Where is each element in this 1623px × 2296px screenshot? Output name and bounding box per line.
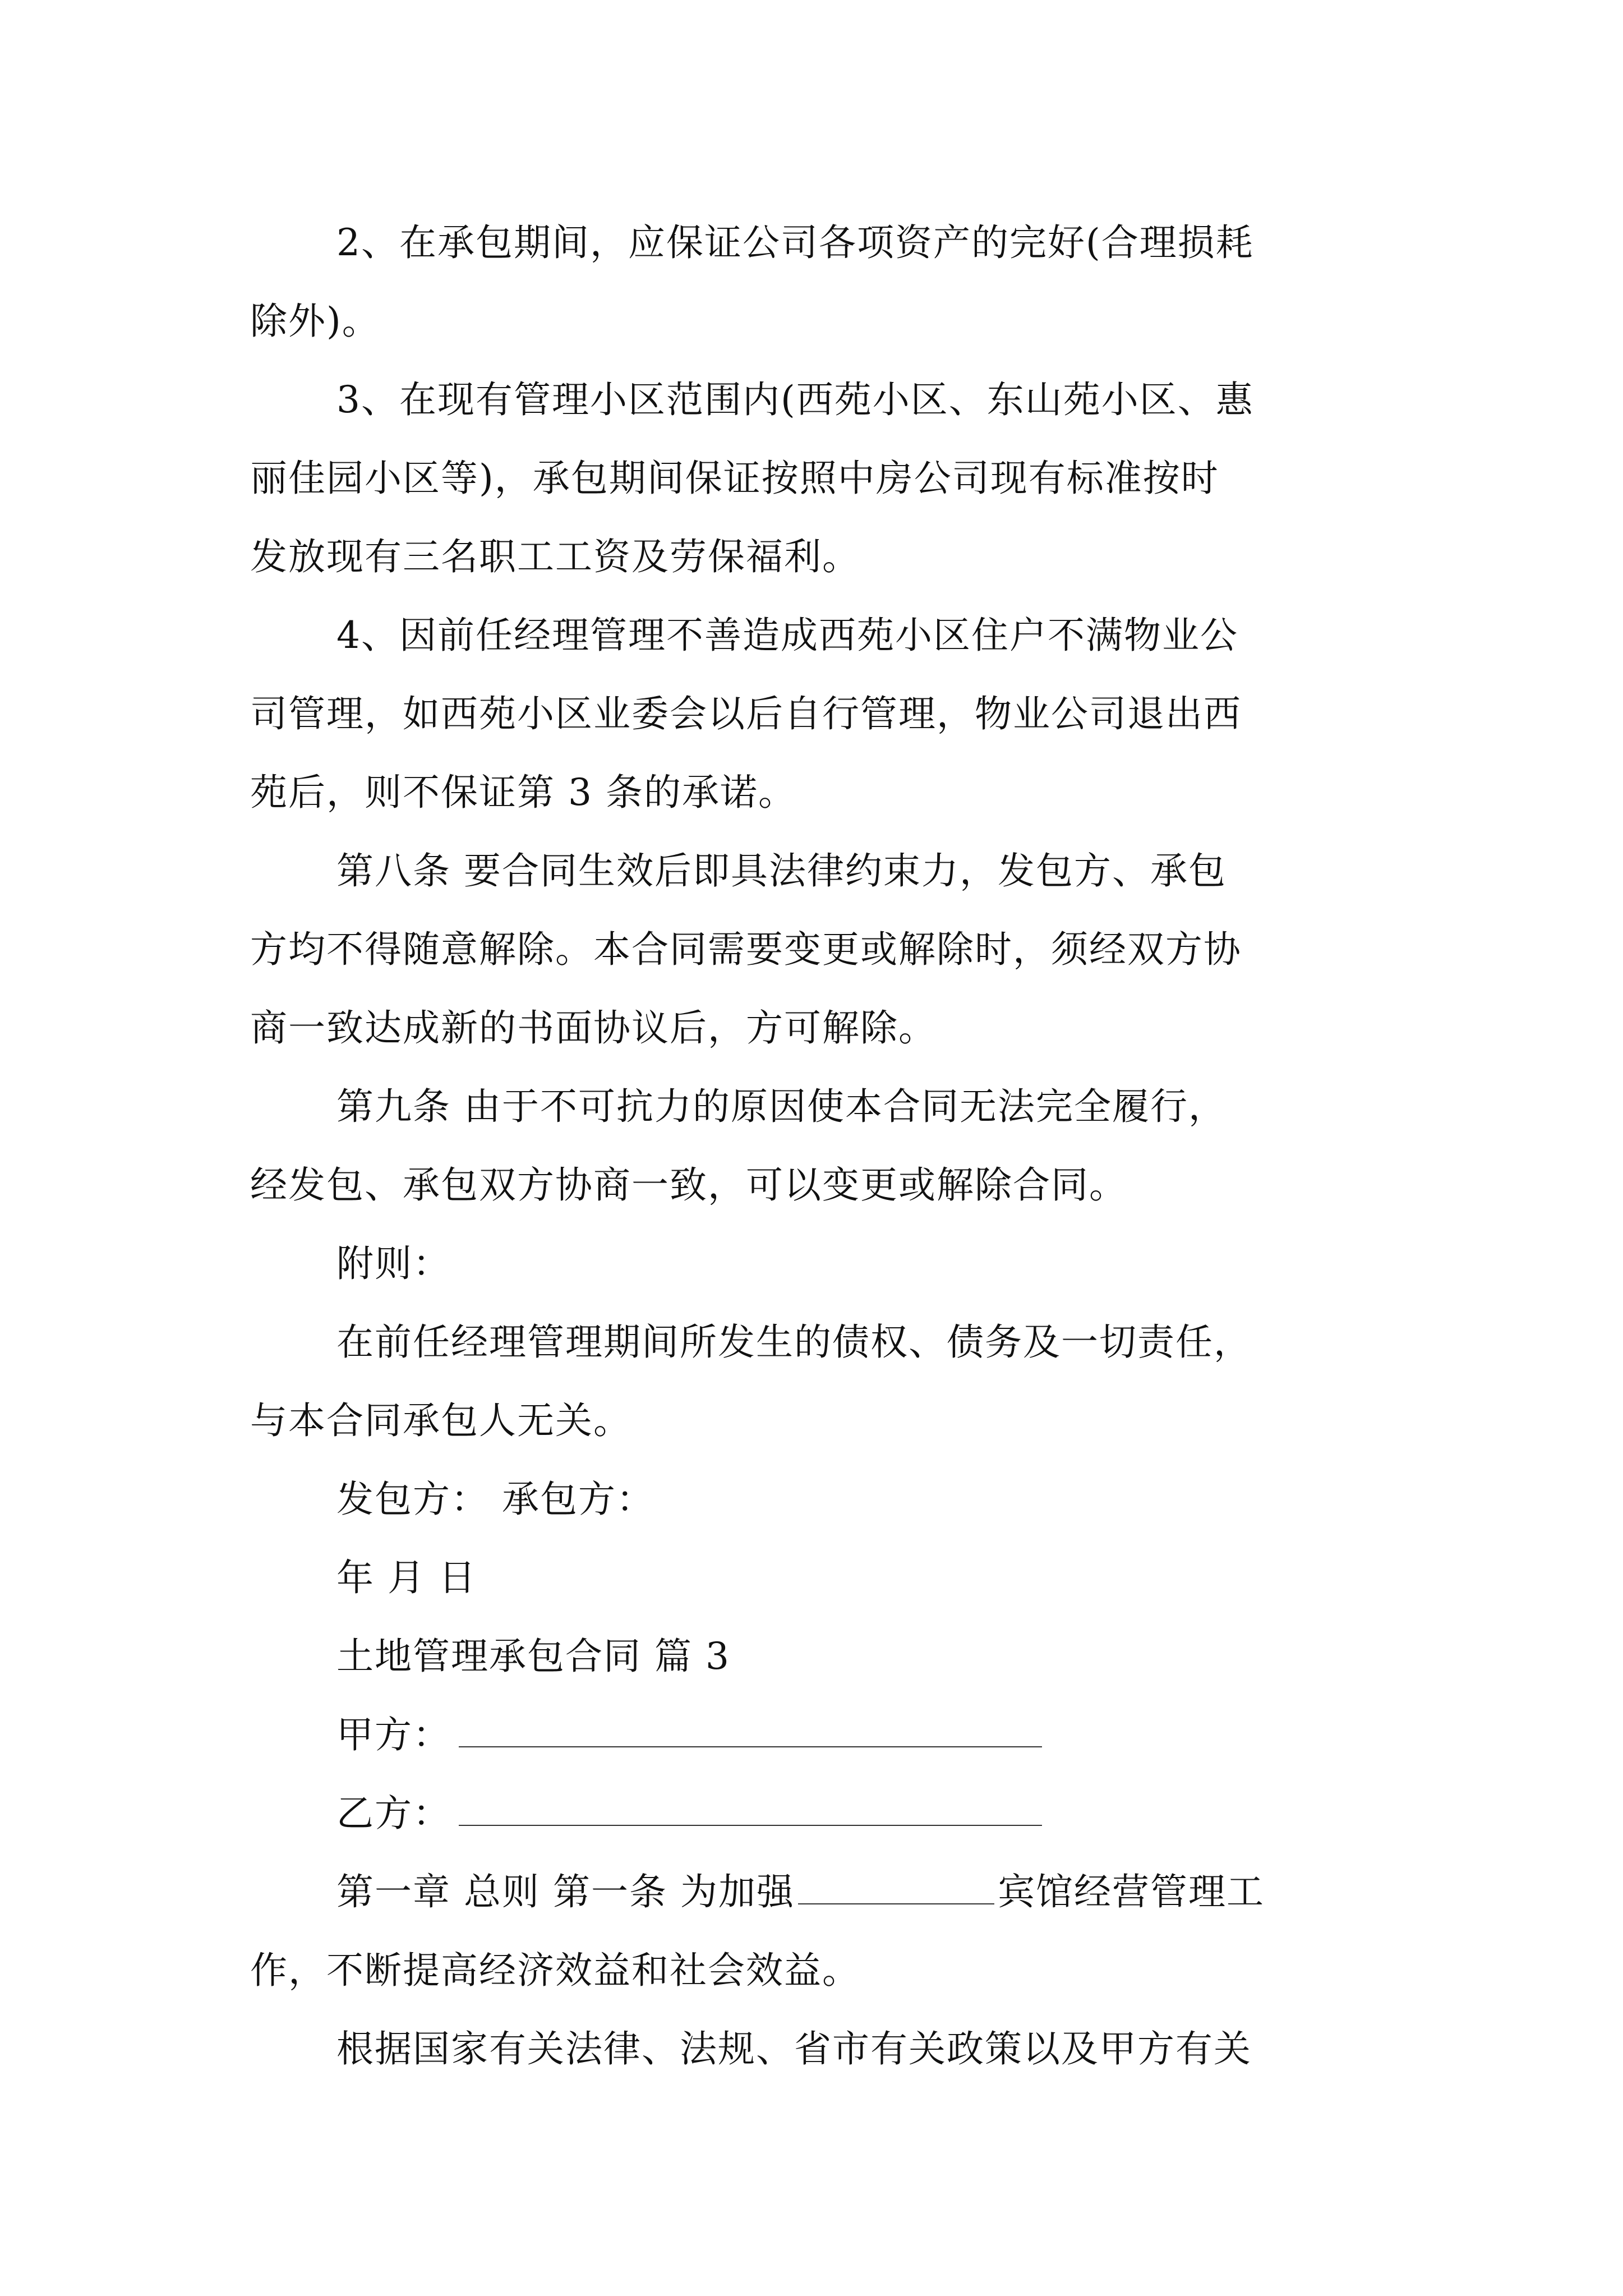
paragraph-line: 作，不断提高经济效益和社会效益。	[250, 1949, 860, 1992]
paragraph-line: 经发包、承包双方协商一致，可以变更或解除合同。	[250, 1163, 1127, 1207]
chapter-line	[336, 1867, 1265, 1917]
paragraph-line: 发放现有三名职工工资及劳保福利。	[250, 535, 860, 578]
party-a-label: 甲方：	[336, 1713, 451, 1756]
paragraph-line: 第八条 要合同生效后即具法律约束力，发包方、承包	[336, 849, 1227, 892]
paragraph-line: 苑后，则不保证第 3 条的承诺。	[250, 771, 796, 814]
paragraph-line: 3、在现有管理小区范围内(西苑小区、东山苑小区、惠	[336, 378, 1254, 421]
paragraph-line: 4、因前任经理管理不善造成西苑小区住户不满物业公	[336, 614, 1238, 657]
hotel-name-blank	[798, 1867, 994, 1904]
paragraph-line: 商一致达成新的书面协议后，方可解除。	[250, 1006, 937, 1050]
paragraph-line: 根据国家有关法律、法规、省市有关政策以及甲方有关	[336, 2027, 1252, 2070]
paragraph-line: 在前任经理管理期间所发生的债权、债务及一切责任，	[336, 1320, 1252, 1364]
paragraph-line: 与本合同承包人无关。	[250, 1399, 631, 1442]
paragraph-line: 方均不得随意解除。本合同需要变更或解除时，须经双方协	[250, 928, 1242, 971]
paragraph-line: 除外)。	[250, 300, 380, 343]
paragraph-line: 司管理，如西苑小区业委会以后自行管理，物业公司退出西	[250, 692, 1242, 735]
party-a-line	[336, 1710, 1042, 1760]
party-b-line	[336, 1788, 1042, 1839]
signature-line: 发包方： 承包方：	[336, 1478, 654, 1521]
paragraph-line: 丽佳园小区等)，承包期间保证按照中房公司现有标准按时	[250, 457, 1219, 500]
paragraph-line: 第九条 由于不可抗力的原因使本合同无法完全履行，	[336, 1085, 1227, 1128]
chapter-text-before: 第一章 总则 第一条 为加强	[336, 1870, 795, 1913]
party-b-blank	[459, 1789, 1042, 1826]
section-title: 土地管理承包合同 篇 3	[336, 1635, 730, 1678]
party-a-blank	[459, 1710, 1042, 1747]
paragraph-line: 附则：	[336, 1242, 451, 1285]
party-b-label: 乙方：	[336, 1792, 451, 1835]
paragraph-line: 2、在承包期间，应保证公司各项资产的完好(合理损耗	[336, 221, 1254, 264]
chapter-text-after: 宾馆经营管理工	[997, 1870, 1265, 1913]
date-line: 年 月 日	[336, 1556, 477, 1599]
